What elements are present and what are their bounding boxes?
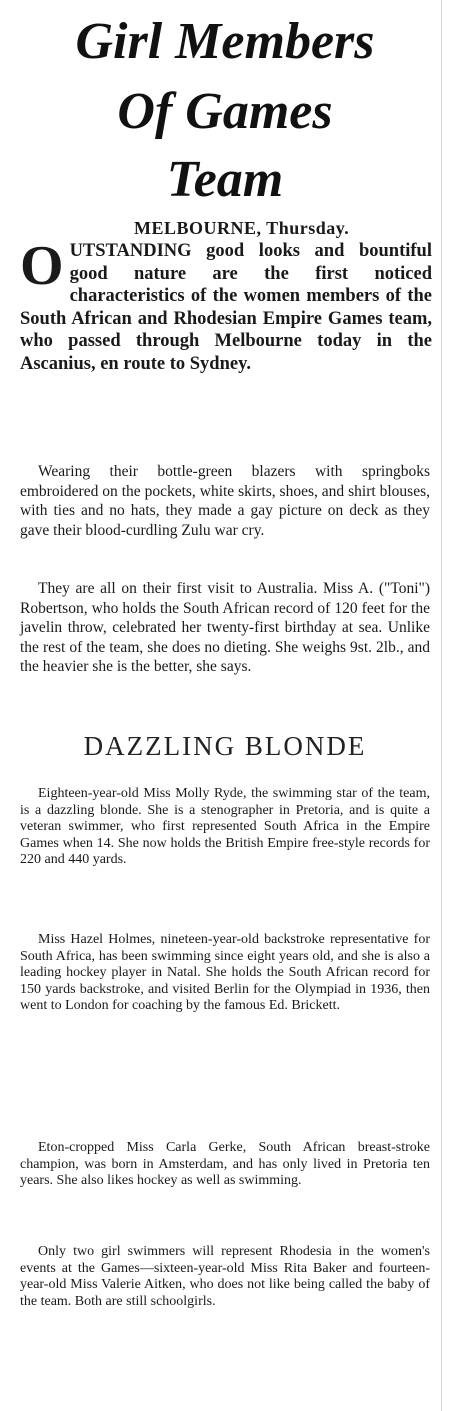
- paragraph-rhodesia: Only two girl swimmers will represent Rhodesia in the women's events at the Games—sixteen-year-old Miss Rita Baker and fourteen-year-old Miss Valerie Aitken, who does not like being called the baby of the team. Both are still schoolgirls.: [20, 1244, 430, 1309]
- paragraph-gerke: Eton-cropped Miss Carla Gerke, South African breast-stroke champion, was born in Amsterdam, and has only lived in Pretoria ten years. She also likes hockey as well as swimming.: [20, 1140, 430, 1189]
- column-rule: [441, 0, 442, 1411]
- paragraph-holmes: Miss Hazel Holmes, nineteen-year-old backstroke representative for South Africa, has been swimming since eight years old, and she is also a leading hockey player in Natal. She holds the South African record for 150 yards backstroke, and visited Berlin for the Olympiad in 1936, then went to London for coaching by the famous Ed. Brickett.: [20, 932, 430, 1014]
- paragraph-robertson: They are all on their first visit to Australia. Miss A. ("Toni") Robertson, who holds the South African record of 120 feet for the javelin throw, celebrated her twenty-first birthday at sea. Unlike the rest of the team, she does no dieting. She weighs 9st. 2lb., and the heavier she is the better, she says.: [20, 580, 430, 675]
- headline-line-1: Girl Members: [75, 13, 375, 70]
- paragraph-ryde: Eighteen-year-old Miss Molly Ryde, the swimming star of the team, is a dazzling blonde. She is a stenographer in Pretoria, and is quite a veteran swimmer, who first represented South Africa in the Empire Games when 14. She now holds the British Empire free-style records for 220 and 440 yards.: [20, 786, 430, 868]
- lead-text: good looks and bountiful good nature are the first noticed characteristics of the women members of the South African and Rhodesian Empire Games team, who passed through Melbourne today in the Ascanius, en route to Sydney.: [20, 241, 432, 374]
- headline-line-2: Of Games: [117, 83, 333, 140]
- lead-first-word: UTSTANDING: [69, 241, 192, 261]
- headline-line-3: Team: [166, 151, 284, 208]
- subheading: DAZZLING BLONDE: [83, 731, 367, 761]
- dateline: MELBOURNE, Thursday.: [134, 218, 350, 238]
- drop-cap: O: [20, 235, 64, 297]
- paragraph-blazers: Wearing their bottle-green blazers with springboks embroidered on the pockets, white skirts, shoes, and shirt blouses, with ties and no hats, they made a gay picture on deck as they gave their blood-curdling Zulu war cry.: [20, 463, 430, 539]
- lead-paragraph: [20, 235, 432, 375]
